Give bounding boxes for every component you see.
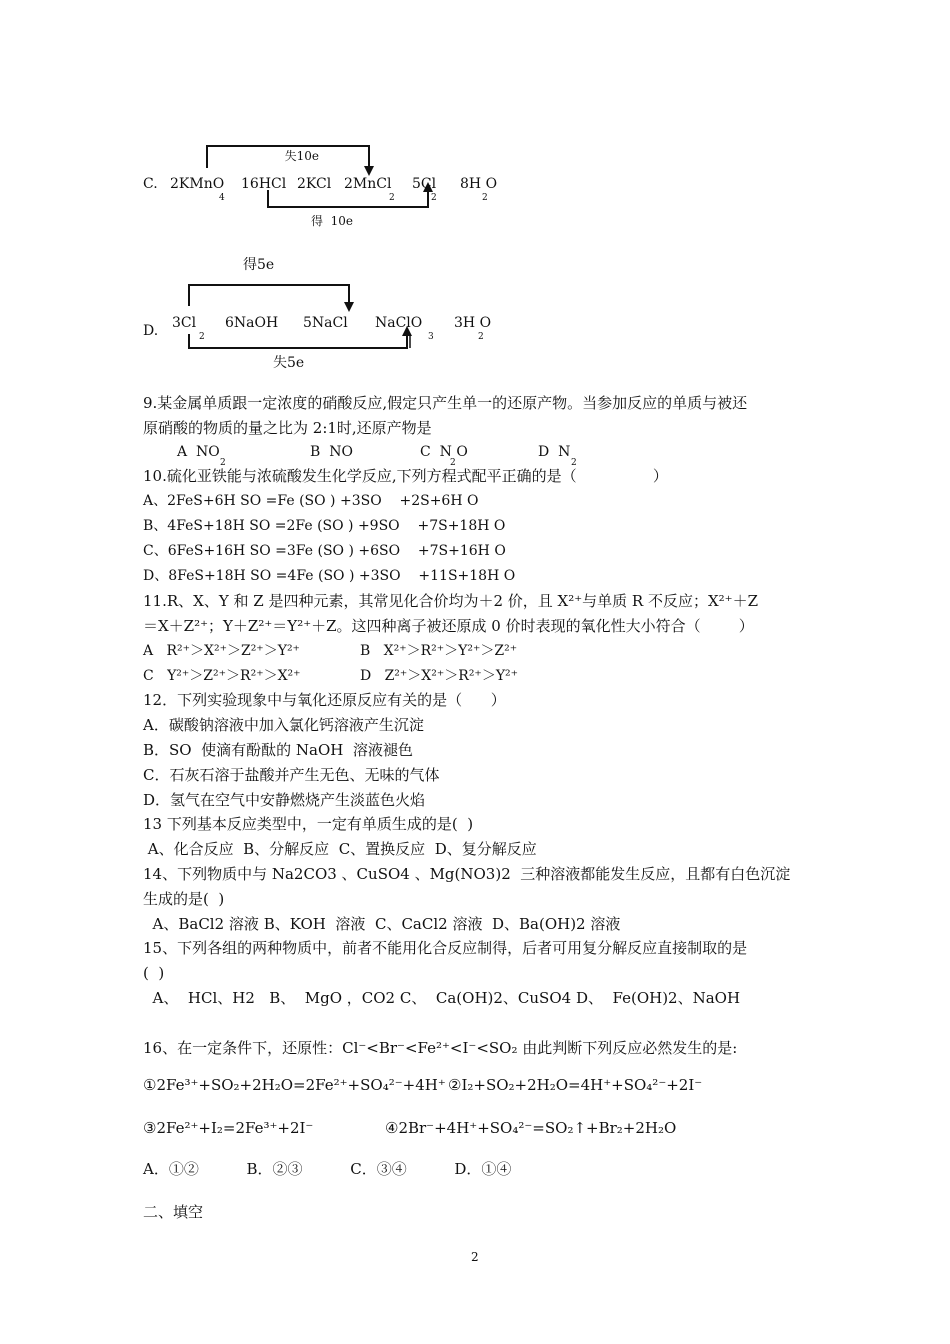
diagram-d-term-1: 3Cl (172, 315, 197, 331)
q11-line-1: 11.R、X、Y 和 Z 是四种元素，其常见化合价均为＋2 价，且 X²⁺与单质 R 不反应；X²⁺＋Z (143, 592, 759, 610)
q16-reaction-1: ①2Fe³⁺+SO₂+2H₂O=2Fe²⁺+SO₄²⁻+4H⁺ (143, 1076, 446, 1094)
q11-option-b: B X²⁺＞R²⁺＞Y²⁺＞Z²⁺ (360, 643, 518, 659)
q10-option-c: C、6FeS+16H SO =3Fe (SO ) +6SO +7S+16H O (143, 543, 506, 559)
diagram-d-label: D. (143, 323, 159, 339)
diagram-c-term-4: 2MnCl (344, 176, 392, 192)
q9-option-a: A NO (177, 444, 220, 460)
diagram-c-term-6: 8H O (460, 176, 498, 192)
q16-stem: 16、在一定条件下，还原性：Cl⁻<Br⁻<Fe²⁺<I⁻<SO₂ 由此判断下列反应必然发生的是: (143, 1039, 738, 1057)
q16-reaction-4: ④2Br⁻+4H⁺+SO₄²⁻=SO₂↑+Br₂+2H₂O (385, 1119, 677, 1137)
q9-option-d-sub: 2 (571, 458, 577, 468)
diagram-c-top-note: 失10e (284, 149, 320, 163)
diagram-d-bottom-note: 失5e (273, 355, 305, 371)
q13-options: A、化合反应 B、分解反应 C、置换反应 D、复分解反应 (143, 840, 537, 858)
q12-stem: 12．下列实验现象中与氧化还原反应有关的是（ ） (143, 691, 506, 709)
q15-options: A、 HCl、H2 B、 MgO ，CO2 C、 Ca(OH)2、CuSO4 D、 Fe(OH)2、NaOH (143, 989, 741, 1007)
q16-reaction-3: ③2Fe²⁺+I₂=2Fe³⁺+2I⁻ (143, 1119, 314, 1137)
q10-stem: 10.硫化亚铁能与浓硫酸发生化学反应,下列方程式配平正确的是（ ） (143, 467, 668, 485)
diagram-d-term-3: 5NaCl (303, 315, 348, 331)
q10-option-a: A、2FeS+6H SO =Fe (SO ) +3SO +2S+6H O (143, 493, 479, 509)
q15-line-2: ( ) (143, 964, 165, 982)
diagram-d-top-note: 得5e (243, 257, 275, 273)
q9-line-2: 原硝酸的物质的量之比为 2:1时,还原产物是 (143, 419, 432, 437)
diagram-d-sub-1: 2 (199, 332, 205, 342)
diagram-c-term-5: 5Cl (412, 176, 437, 192)
q11-option-c: C Y²⁺＞Z²⁺＞R²⁺＞X²⁺ (143, 668, 301, 684)
diagram-d-sub-3: 2 (478, 332, 484, 342)
q12-option-b: B．SO 使滴有酚酞的 NaOH 溶液褪色 (143, 741, 413, 759)
q11-option-d: D Z²⁺＞X²⁺＞R²⁺＞Y²⁺ (360, 668, 519, 684)
q14-line-1: 14、下列物质中与 Na2CO3 、CuSO4 、Mg(NO3)2 三种溶液都能发生反应，且都有白色沉淀 (143, 865, 791, 883)
diagram-d-term-2: 6NaOH (225, 315, 279, 331)
q15-line-1: 15、下列各组的两种物质中，前者不能用化合反应制得，后者可用复分解反应直接制取的是 (143, 939, 748, 957)
diagram-d-term-4: NaClO (375, 315, 423, 331)
q11-line-2: ＝X＋Z²⁺；Y＋Z²⁺＝Y²⁺＋Z。这四种离子被还原成 0 价时表现的氧化性大小符合（ ） (143, 617, 754, 635)
diagram-c-sub-3: 2 (431, 193, 437, 203)
q9-option-c-sub: 2 (450, 458, 456, 468)
q9-option-a-sub: 2 (220, 458, 226, 468)
q11-option-a: A R²⁺＞X²⁺＞Z²⁺＞Y²⁺ (143, 643, 300, 659)
q9-option-d: D N (538, 444, 571, 460)
q12-option-c: C．石灰石溶于盐酸并产生无色、无味的气体 (143, 766, 440, 784)
diagram-c-sub-4: 2 (482, 193, 488, 203)
q13-stem: 13 下列基本反应类型中，一定有单质生成的是( ) (143, 815, 474, 833)
diagram-c-sub-1: 4 (219, 193, 225, 203)
diagram-c-term-3: 2KCl (297, 176, 332, 192)
diagram-c-bottom-note: 得 10e (311, 214, 354, 228)
diagram-c-term-1: 2KMnO (170, 176, 225, 192)
q16-reaction-2: ②I₂+SO₂+2H₂O=4H⁺+SO₄²⁻+2I⁻ (448, 1076, 703, 1094)
q9-option-b: B NO (310, 444, 353, 460)
diagram-d-sub-2: 3 (428, 332, 434, 342)
section-heading: 二、填空 (143, 1203, 204, 1221)
diagram-c-label: C. (143, 176, 158, 192)
diagram-d-term-5: 3H O (454, 315, 492, 331)
diagram-c-sub-2: 2 (389, 193, 395, 203)
q12-option-a: A．碳酸钠溶液中加入氯化钙溶液产生沉淀 (143, 716, 424, 734)
q12-option-d: D．氢气在空气中安静燃烧产生淡蓝色火焰 (143, 791, 426, 809)
q10-option-b: B、4FeS+18H SO =2Fe (SO ) +9SO +7S+18H O (143, 518, 506, 534)
q9-option-c: C N O (420, 444, 468, 460)
q10-option-d: D、8FeS+18H SO =4Fe (SO ) +3SO +11S+18H O (143, 568, 516, 584)
diagram-c-term-2: 16HCl (241, 176, 287, 192)
q16-options: A．①② B．②③ C．③④ D．①④ (143, 1160, 512, 1178)
q14-line-2: 生成的是( ) (143, 890, 225, 908)
page-number: 2 (471, 1250, 479, 1264)
q14-options: A、BaCl2 溶液 B、KOH 溶液 C、CaCl2 溶液 D、Ba(OH)2 溶液 (143, 915, 621, 933)
q9-line-1: 9.某金属单质跟一定浓度的硝酸反应,假定只产生单一的还原产物。当参加反应的单质与被还 (143, 394, 748, 412)
